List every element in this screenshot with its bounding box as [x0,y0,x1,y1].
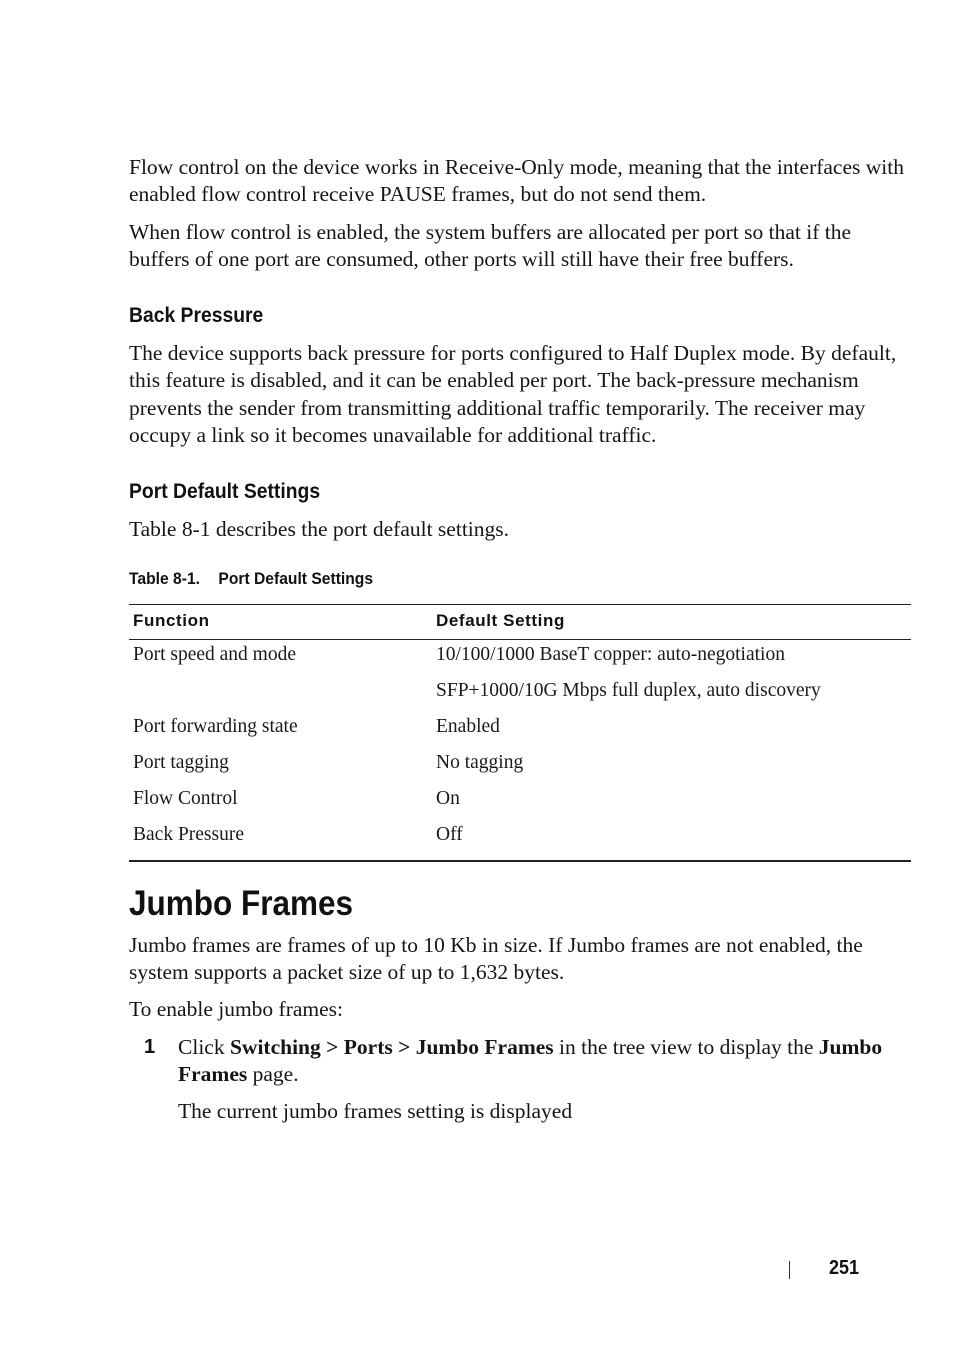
step-instruction [178,1034,911,1089]
page-name: Jumbo Frames [178,1034,883,1086]
table-cell-default: Enabled [436,715,500,737]
table-cell-default: No tagging [436,751,524,773]
table-cell-default: SFP+1000/10G Mbps full duplex, auto discovery [436,679,821,701]
table-cell-default: 10/100/1000 BaseT copper: auto-negotiation [436,643,785,665]
port-default-settings-heading: Port Default Settings [129,480,321,504]
table-caption [129,568,848,590]
table-header-row [129,604,911,639]
step-note: The current jumbo frames setting is displayed [178,1099,573,1124]
table-cell-function: Port tagging [133,751,229,773]
step-text-mid: in the tree view to display the [553,1034,819,1059]
jumbo-frames-heading: Jumbo Frames [129,883,354,923]
column-header-default-setting: Default Setting [432,604,911,639]
procedure-step-1 [129,1034,911,1126]
footer-divider [789,1261,790,1279]
jumbo-frames-paragraph-2: To enable jumbo frames: [129,997,344,1022]
intro-paragraph-1: Flow control on the device works in Receive-Only mode, meaning that the interfaces with enabled flow control receive PAUSE frames, but do not send them. [129,155,904,207]
table-row [129,639,911,677]
table-row [129,749,911,785]
table-cell-function [129,677,432,713]
page-number: 251 [829,1257,860,1279]
table-row [129,677,911,713]
port-default-settings-paragraph: Table 8-1 describes the port default settings. [129,517,510,542]
table-row [129,821,911,861]
table-cell-default: Off [436,823,463,845]
table-cell-function: Port speed and mode [133,643,297,665]
intro-paragraph-2: When flow control is enabled, the system buffers are allocated per port so that if the buffers of one port are consumed, other ports will still have their free buffers. [129,219,852,271]
table-cell-function: Port forwarding state [133,715,298,737]
port-default-settings-table [129,604,911,862]
step-text-post: page. [247,1061,299,1086]
table-row [129,785,911,821]
jumbo-frames-paragraph-1: Jumbo frames are frames of up to 10 Kb in size. If Jumbo frames are not enabled, the system supports a packet size of up to 1,632 bytes. [129,932,863,984]
table-caption-title: Port Default Settings [218,568,374,588]
table-caption-label: Table 8-1. [129,568,200,588]
table-cell-function: Flow Control [133,787,238,809]
back-pressure-paragraph: The device supports back pressure for ports configured to Half Duplex mode. By default, this feature is disabled, and it can be enabled per port. The back-pressure mechanism prevents the sender from transmitting additional traffic temporarily. The receiver may occupy a link so it becomes unavailable for additional traffic. [129,341,897,448]
document-page [129,154,911,1135]
table-cell-default: On [436,787,460,809]
step-number: 1 [144,1035,156,1058]
column-header-function: Function [129,604,432,639]
menu-path: Switching > Ports > Jumbo Frames [229,1034,554,1059]
step-text-pre: Click [178,1034,230,1059]
table-row [129,713,911,749]
back-pressure-heading: Back Pressure [129,304,264,328]
table-cell-function: Back Pressure [133,823,245,845]
